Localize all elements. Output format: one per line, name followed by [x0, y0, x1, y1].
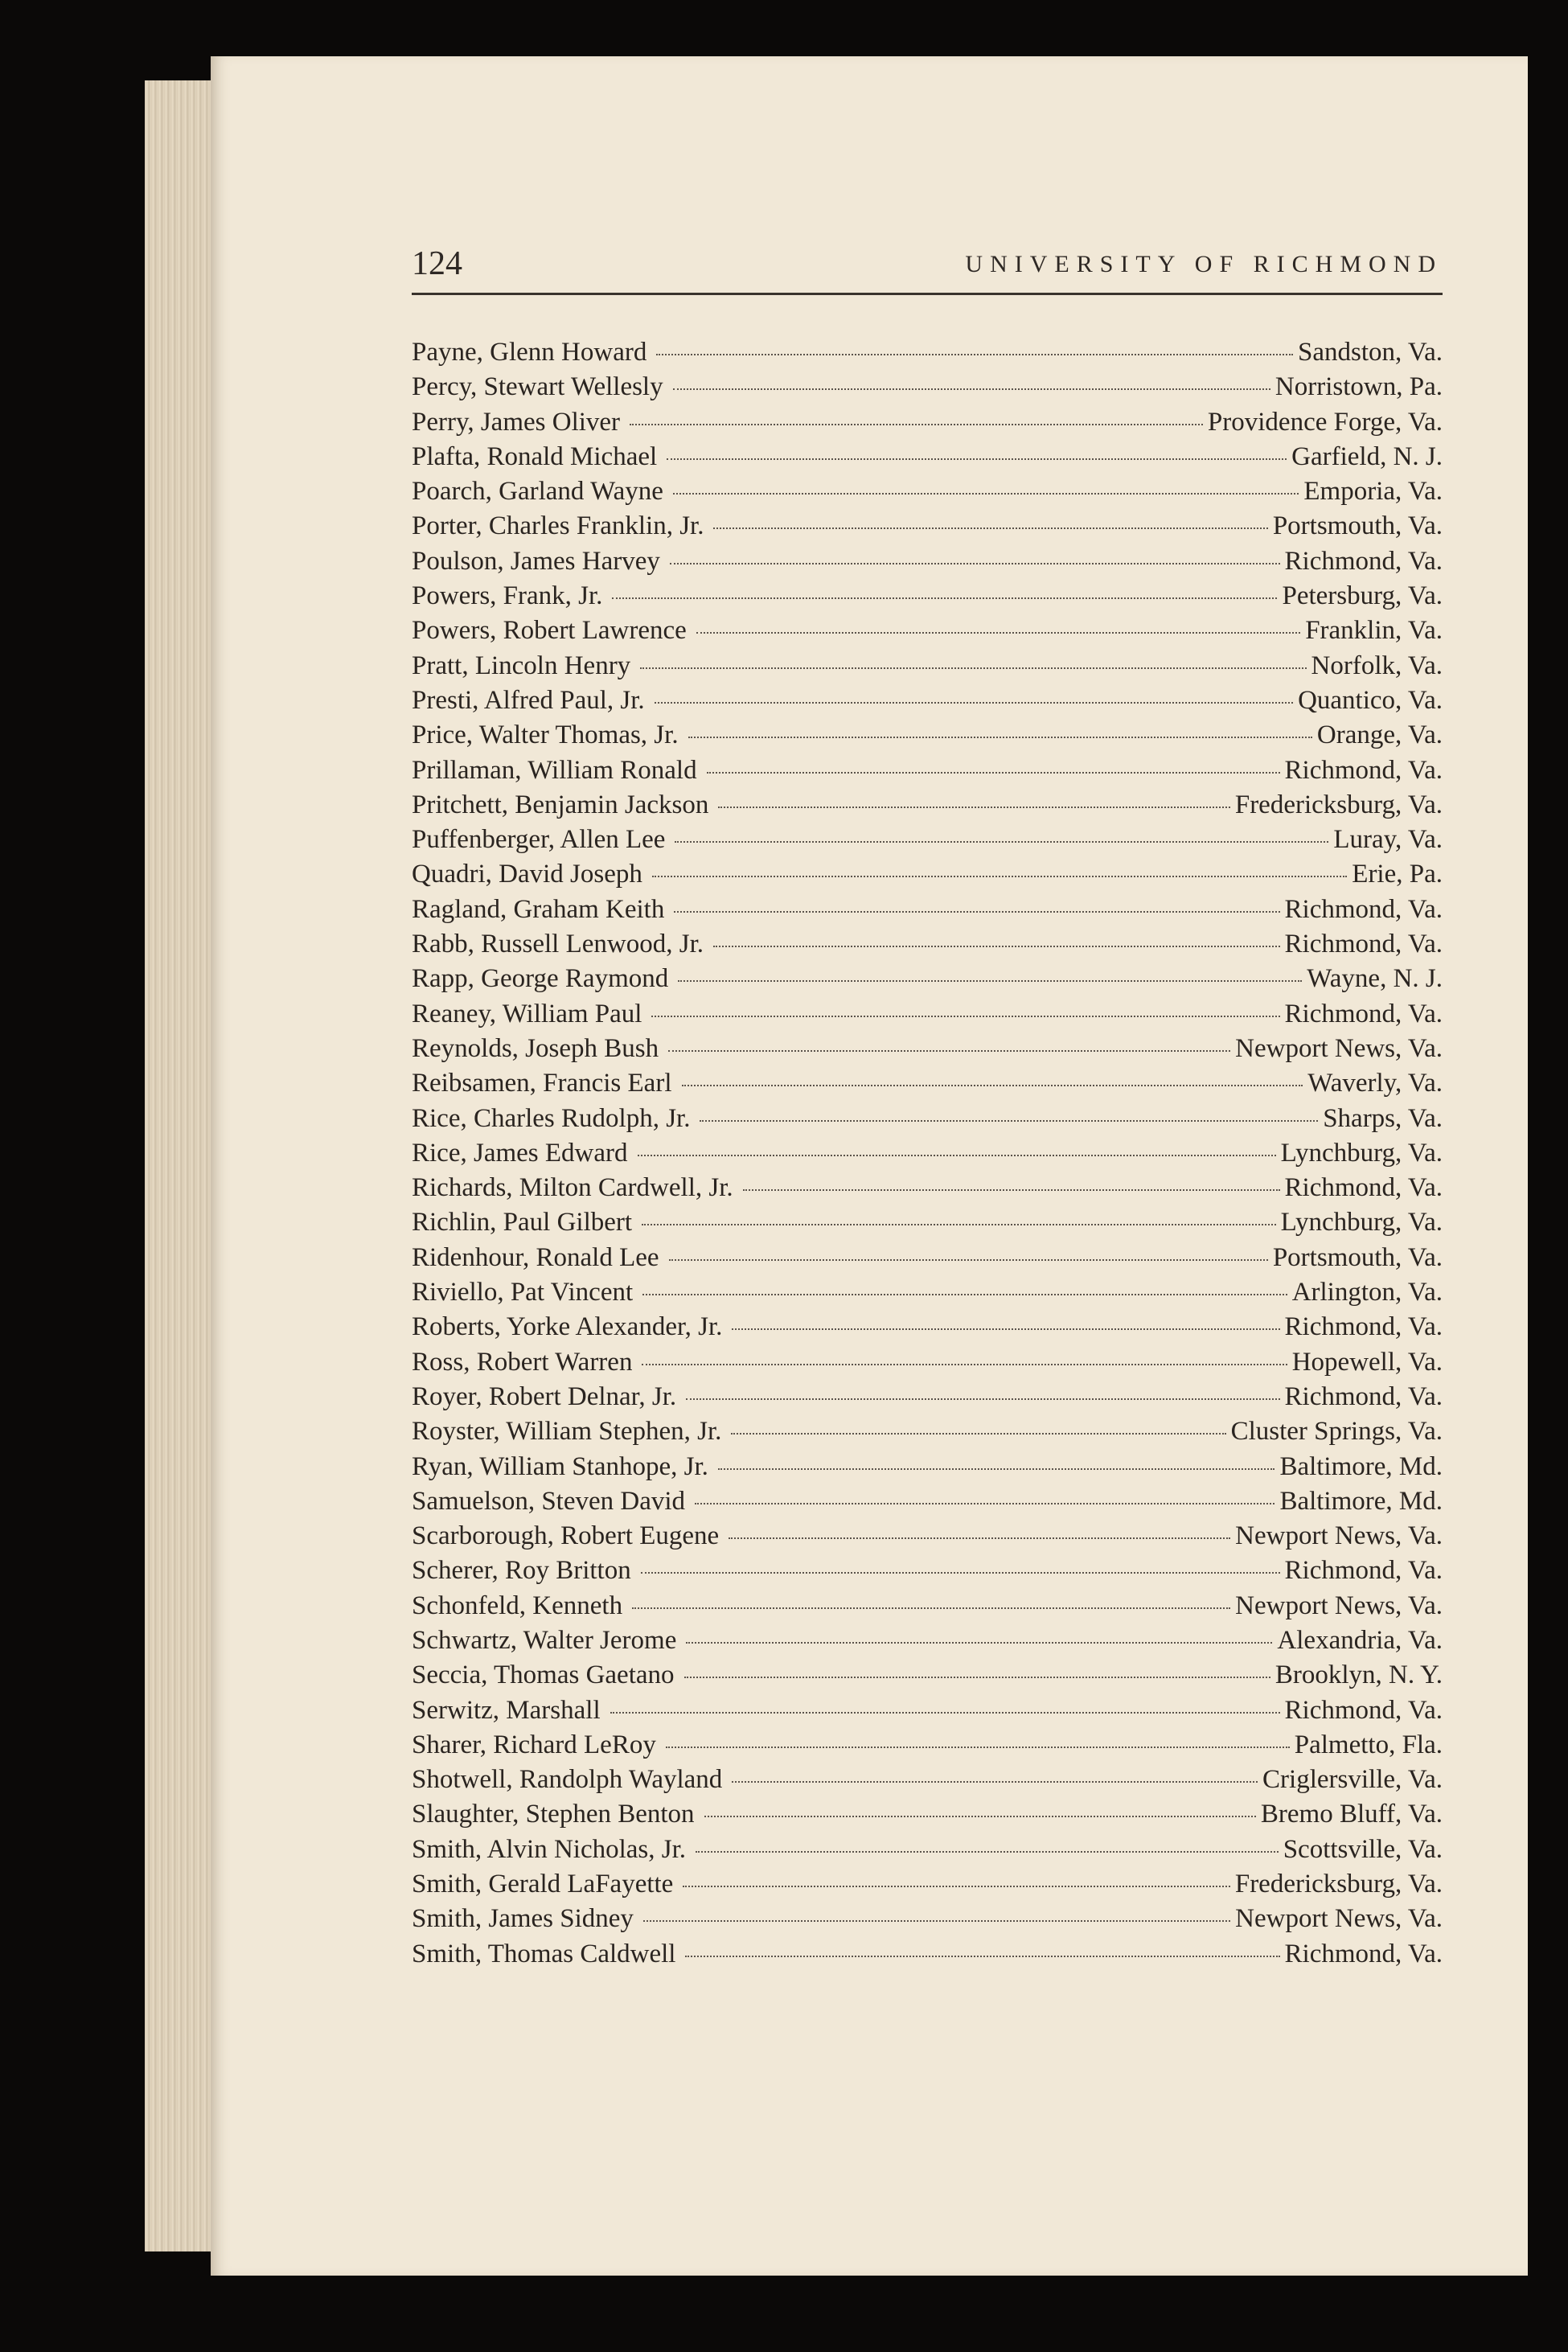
dot-leader	[718, 807, 1229, 808]
list-item	[412, 930, 1443, 964]
list-item	[412, 1452, 1443, 1487]
list-item	[412, 511, 1443, 546]
dot-leader	[704, 1816, 1256, 1817]
list-item	[412, 1870, 1443, 1904]
student-name: Ragland, Graham Keith	[412, 894, 665, 924]
list-item	[412, 1312, 1443, 1347]
list-item	[412, 1800, 1443, 1834]
list-item	[412, 999, 1443, 1034]
list-item	[412, 1208, 1443, 1242]
student-name: Rabb, Russell Lenwood, Jr.	[412, 930, 704, 959]
list-item	[412, 964, 1443, 999]
hometown: Alexandria, Va.	[1277, 1625, 1443, 1655]
list-item	[412, 616, 1443, 651]
student-name: Richards, Milton Cardwell, Jr.	[412, 1173, 733, 1203]
hometown: Norfolk, Va.	[1311, 651, 1443, 680]
dot-leader	[666, 1747, 1290, 1748]
dot-leader	[642, 1294, 1287, 1295]
student-name: Perry, James Oliver	[412, 407, 621, 437]
student-name: Schonfeld, Kenneth	[412, 1591, 623, 1620]
student-name: Rice, James Edward	[412, 1138, 628, 1168]
list-item	[412, 686, 1443, 720]
hometown: Cluster Springs, Va.	[1230, 1417, 1443, 1447]
list-item	[412, 1765, 1443, 1800]
hometown: Baltimore, Md.	[1279, 1486, 1443, 1516]
hometown: Orange, Va.	[1316, 720, 1443, 750]
hometown: Richmond, Va.	[1284, 755, 1443, 785]
hometown: Fredericksburg, Va.	[1234, 1870, 1443, 1899]
dot-leader	[630, 424, 1203, 425]
hometown: Richmond, Va.	[1284, 999, 1443, 1028]
hometown: Luray, Va.	[1333, 825, 1443, 855]
list-item	[412, 825, 1443, 860]
dot-leader	[642, 1364, 1287, 1365]
student-name: Richlin, Paul Gilbert	[412, 1208, 633, 1238]
dot-leader	[667, 458, 1287, 460]
hometown: Bremo Bluff, Va.	[1260, 1800, 1443, 1829]
dot-leader	[674, 911, 1279, 913]
student-name: Rice, Charles Rudolph, Jr.	[412, 1103, 691, 1133]
student-name: Reaney, William Paul	[412, 999, 642, 1028]
hometown: Richmond, Va.	[1284, 1939, 1443, 1968]
dot-leader	[670, 563, 1280, 564]
student-name: Prillaman, William Ronald	[412, 755, 697, 785]
dot-leader	[638, 1155, 1276, 1156]
list-item	[412, 1835, 1443, 1870]
running-head: UNIVERSITY OF RICHMOND	[965, 251, 1443, 277]
dot-leader	[696, 632, 1300, 634]
directory-list	[412, 338, 1443, 1974]
hometown: Fredericksburg, Va.	[1234, 790, 1443, 819]
student-name: Percy, Stewart Wellesly	[412, 372, 663, 402]
hometown: Franklin, Va.	[1305, 616, 1443, 646]
hometown: Wayne, N. J.	[1307, 964, 1443, 994]
dot-leader	[729, 1537, 1230, 1539]
dot-leader	[656, 354, 1293, 355]
student-name: Smith, Alvin Nicholas, Jr.	[412, 1834, 687, 1864]
student-name: Ridenhour, Ronald Lee	[412, 1242, 659, 1272]
hometown: Erie, Pa.	[1352, 860, 1443, 889]
hometown: Waverly, Va.	[1307, 1069, 1443, 1098]
dot-leader	[612, 597, 1277, 599]
hometown: Quantico, Va.	[1298, 685, 1443, 715]
student-name: Royster, William Stephen, Jr.	[412, 1417, 722, 1447]
dot-leader	[675, 841, 1328, 843]
list-item	[412, 581, 1443, 616]
hometown: Richmond, Va.	[1284, 1695, 1443, 1725]
hometown: Newport News, Va.	[1235, 1521, 1443, 1551]
hometown: Emporia, Va.	[1303, 477, 1443, 507]
list-item	[412, 1591, 1443, 1626]
student-name: Riviello, Pat Vincent	[412, 1278, 634, 1307]
dot-leader	[643, 1920, 1230, 1922]
dot-leader	[669, 1259, 1268, 1261]
list-item	[412, 1939, 1443, 1974]
hometown: Portsmouth, Va.	[1272, 1242, 1443, 1272]
dot-leader	[684, 1677, 1270, 1678]
dot-leader	[640, 667, 1306, 669]
student-name: Ross, Robert Warren	[412, 1347, 633, 1377]
student-name: Shotwell, Randolph Wayland	[412, 1765, 723, 1795]
hometown: Providence Forge, Va.	[1207, 407, 1443, 437]
list-item	[412, 720, 1443, 755]
dot-leader	[743, 1189, 1280, 1191]
dot-leader	[673, 493, 1299, 495]
student-name: Slaughter, Stephen Benton	[412, 1800, 695, 1829]
hometown: Richmond, Va.	[1284, 1381, 1443, 1411]
dot-leader	[686, 1398, 1279, 1400]
list-item	[412, 1069, 1443, 1103]
dot-leader	[642, 1224, 1276, 1225]
hometown: Richmond, Va.	[1284, 894, 1443, 924]
dot-leader	[682, 1085, 1303, 1086]
student-name: Roberts, Yorke Alexander, Jr.	[412, 1312, 723, 1342]
student-name: Price, Walter Thomas, Jr.	[412, 720, 679, 750]
student-name: Sharer, Richard LeRoy	[412, 1730, 656, 1759]
hometown: Richmond, Va.	[1284, 1312, 1443, 1342]
list-item	[412, 1348, 1443, 1382]
student-name: Powers, Robert Lawrence	[412, 616, 687, 646]
hometown: Arlington, Va.	[1291, 1278, 1443, 1307]
hometown: Hopewell, Va.	[1291, 1347, 1443, 1377]
list-item	[412, 442, 1443, 477]
list-item	[412, 1034, 1443, 1069]
list-item	[412, 1696, 1443, 1730]
list-item	[412, 1521, 1443, 1556]
list-item	[412, 338, 1443, 372]
dot-leader	[695, 1503, 1275, 1504]
list-item	[412, 895, 1443, 930]
page-number: 124	[412, 245, 462, 282]
list-item	[412, 860, 1443, 894]
student-name: Smith, Thomas Caldwell	[412, 1939, 676, 1968]
list-item	[412, 372, 1443, 407]
hometown: Richmond, Va.	[1284, 1556, 1443, 1586]
hometown: Brooklyn, N. Y.	[1275, 1660, 1443, 1690]
list-item	[412, 1139, 1443, 1173]
student-name: Royer, Robert Delnar, Jr.	[412, 1381, 677, 1411]
dot-leader	[718, 1468, 1275, 1470]
list-item	[412, 790, 1443, 825]
student-name: Quadri, David Joseph	[412, 860, 642, 889]
dot-leader	[700, 1120, 1318, 1122]
list-item	[412, 1382, 1443, 1417]
student-name: Payne, Glenn Howard	[412, 338, 647, 367]
dot-leader	[686, 1642, 1272, 1644]
list-item	[412, 1417, 1443, 1451]
student-name: Scherer, Roy Britton	[412, 1556, 631, 1586]
hometown: Baltimore, Md.	[1279, 1451, 1443, 1481]
list-item	[412, 477, 1443, 511]
hometown: Sandston, Va.	[1298, 338, 1443, 367]
list-item	[412, 651, 1443, 686]
dot-leader	[732, 1328, 1279, 1330]
list-item	[412, 756, 1443, 790]
student-name: Pratt, Lincoln Henry	[412, 651, 631, 680]
hometown: Norristown, Pa.	[1275, 372, 1443, 402]
dot-leader	[673, 388, 1270, 390]
dot-leader	[678, 980, 1302, 982]
dot-leader	[683, 1886, 1230, 1887]
dot-leader	[732, 1781, 1258, 1783]
student-name: Poulson, James Harvey	[412, 546, 660, 576]
hometown: Garfield, N. J.	[1291, 441, 1443, 471]
student-name: Puffenberger, Allen Lee	[412, 825, 666, 855]
student-name: Smith, James Sidney	[412, 1904, 634, 1934]
student-name: Reynolds, Joseph Bush	[412, 1033, 659, 1063]
page-edges	[145, 80, 217, 2251]
dot-leader	[651, 1016, 1279, 1017]
dot-leader	[652, 876, 1347, 877]
list-item	[412, 1173, 1443, 1208]
student-name: Rapp, George Raymond	[412, 964, 669, 994]
dot-leader	[610, 1712, 1280, 1714]
dot-leader	[668, 1050, 1230, 1052]
dot-leader	[685, 1956, 1279, 1957]
hometown: Richmond, Va.	[1284, 930, 1443, 959]
list-item	[412, 547, 1443, 581]
list-item	[412, 1660, 1443, 1695]
student-name: Ryan, William Stanhope, Jr.	[412, 1451, 708, 1481]
list-item	[412, 1104, 1443, 1139]
list-item	[412, 1730, 1443, 1765]
dot-leader	[655, 702, 1293, 704]
student-name: Reibsamen, Francis Earl	[412, 1069, 672, 1098]
list-item	[412, 408, 1443, 442]
hometown: Scottsville, Va.	[1283, 1834, 1443, 1864]
hometown: Lynchburg, Va.	[1280, 1138, 1443, 1168]
hometown: Lynchburg, Va.	[1280, 1208, 1443, 1238]
list-item	[412, 1626, 1443, 1660]
student-name: Schwartz, Walter Jerome	[412, 1625, 677, 1655]
hometown: Richmond, Va.	[1284, 546, 1443, 576]
list-item	[412, 1243, 1443, 1278]
student-name: Scarborough, Robert Eugene	[412, 1521, 720, 1551]
dot-leader	[632, 1607, 1230, 1609]
hometown: Petersburg, Va.	[1282, 581, 1443, 611]
student-name: Porter, Charles Franklin, Jr.	[412, 511, 704, 541]
student-name: Plafta, Ronald Michael	[412, 441, 658, 471]
dot-leader	[713, 946, 1280, 947]
dot-leader	[707, 772, 1280, 774]
student-name: Samuelson, Steven David	[412, 1486, 686, 1516]
student-name: Powers, Frank, Jr.	[412, 581, 603, 611]
hometown: Newport News, Va.	[1235, 1904, 1443, 1934]
list-item	[412, 1487, 1443, 1521]
hometown: Richmond, Va.	[1284, 1173, 1443, 1203]
list-item	[412, 1556, 1443, 1591]
page-header	[412, 241, 1443, 295]
dot-leader	[688, 737, 1312, 738]
student-name: Poarch, Garland Wayne	[412, 477, 663, 507]
list-item	[412, 1904, 1443, 1939]
student-name: Presti, Alfred Paul, Jr.	[412, 685, 645, 715]
dot-leader	[731, 1433, 1225, 1435]
hometown: Newport News, Va.	[1235, 1591, 1443, 1620]
hometown: Portsmouth, Va.	[1272, 511, 1443, 541]
student-name: Smith, Gerald LaFayette	[412, 1870, 674, 1899]
hometown: Palmetto, Fla.	[1294, 1730, 1443, 1759]
dot-leader	[713, 527, 1267, 529]
hometown: Sharps, Va.	[1323, 1103, 1443, 1133]
dot-leader	[641, 1572, 1280, 1574]
hometown: Criglersville, Va.	[1262, 1765, 1443, 1795]
student-name: Pritchett, Benjamin Jackson	[412, 790, 709, 819]
student-name: Seccia, Thomas Gaetano	[412, 1660, 675, 1690]
dot-leader	[696, 1851, 1279, 1853]
student-name: Serwitz, Marshall	[412, 1695, 601, 1725]
list-item	[412, 1278, 1443, 1312]
hometown: Newport News, Va.	[1235, 1033, 1443, 1063]
